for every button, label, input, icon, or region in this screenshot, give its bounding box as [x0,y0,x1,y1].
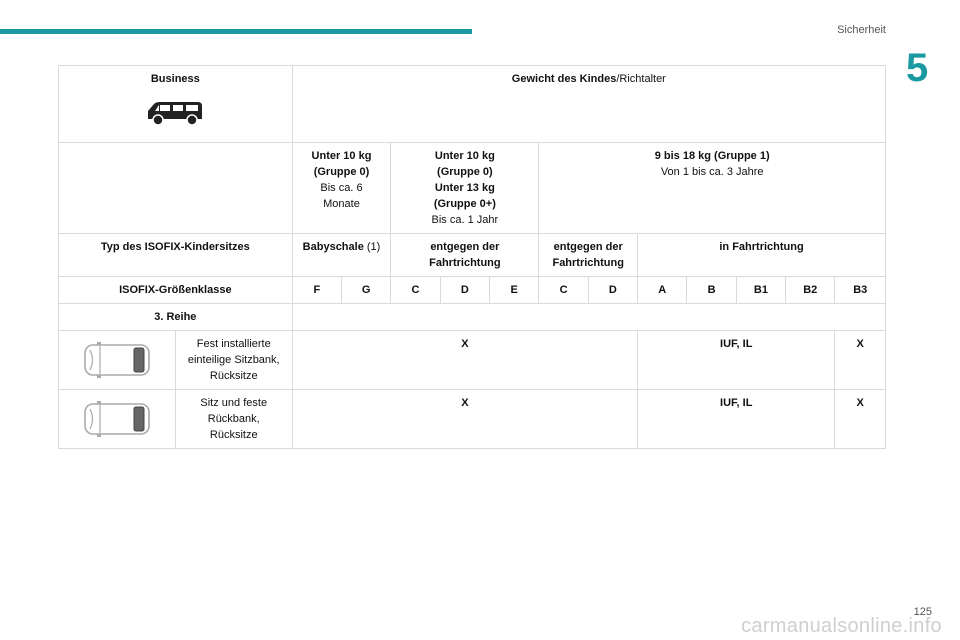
seat-icon-cell [59,331,176,390]
seat-desc-line: Rückbank, [207,413,260,425]
size-class-cell: B [687,277,736,304]
row-3-label: 3. Reihe [59,304,293,331]
watermark: carmanualsonline.info [741,615,942,637]
group0plus-age: Bis ca. 1 Jahr [431,214,499,226]
size-class-cell: D [588,277,637,304]
size-class-cell: E [490,277,539,304]
weight-header [292,66,885,143]
babyschale-cell [292,234,391,277]
business-label: Business [150,73,200,85]
size-class-cell: A [638,277,687,304]
seat-icon-cell [59,390,176,449]
weight-groups-row [59,143,886,234]
size-class-cell: D [440,277,489,304]
babyschale-label: Babyschale [302,241,364,253]
van-topview-icon [82,401,152,437]
seat-desc-line: einteilige Sitzbank, [187,354,280,366]
weight-label-bold: Gewicht des Kindes [511,73,617,85]
group0-group: (Gruppe 0) [313,166,370,178]
size-class-cell: G [342,277,391,304]
top-accent-bar [0,29,472,34]
size-class-cell: B1 [736,277,785,304]
forward-value: IUF, IL [638,331,835,390]
seat-row [59,331,886,390]
size-class-row [59,277,886,304]
row-heading [59,304,886,331]
group0plus-weight: Unter 13 kg [434,182,495,194]
size-class-label: ISOFIX-Größenklasse [59,277,293,304]
b3-value: X [835,331,886,390]
section-title: Sicherheit [837,24,886,36]
group0-group: (Gruppe 0) [437,166,493,178]
seat-row [59,390,886,449]
group0plus-group: (Gruppe 0+) [433,198,496,210]
seat-desc-line: Fest installierte [196,338,271,350]
chapter-number: 5 [906,46,929,90]
rearward-line2: Fahrtrichtung [429,257,501,269]
minivan-icon [144,96,206,126]
size-class-cell: C [391,277,440,304]
group0-cell-1 [292,143,391,234]
size-class-cell: F [292,277,341,304]
empty-cell [292,304,885,331]
b3-value: X [835,390,886,449]
seat-desc-line: Sitz und feste [200,397,268,409]
rearward-cell-1 [391,234,539,277]
seat-type-row [59,234,886,277]
group0-age: Bis ca. 6 [320,182,363,194]
weight-label-rest: /Richtalter [616,73,666,85]
size-class-cell: B2 [786,277,835,304]
group1-weight: 9 bis 18 kg (Gruppe 1) [654,150,770,162]
size-class-cell: B3 [835,277,886,304]
rearward-line1: entgegen der [553,241,623,253]
business-cell [59,66,293,143]
group1-cell [539,143,886,234]
size-class-cell: C [539,277,588,304]
forward-value: IUF, IL [638,390,835,449]
seat-description [175,331,292,390]
group0-weight: Unter 10 kg [311,150,372,162]
van-topview-icon [82,342,152,378]
group0-age-unit: Monate [323,198,360,210]
group0-cell-2 [391,143,539,234]
isofix-table [58,65,886,449]
group0-weight: Unter 10 kg [434,150,495,162]
rearward-cell-2 [539,234,638,277]
header-row [59,66,886,143]
group1-age: Von 1 bis ca. 3 Jahre [660,166,764,178]
forward-cell: in Fahrtrichtung [638,234,886,277]
rearward-value: X [292,331,637,390]
rearward-line1: entgegen der [430,241,500,253]
seat-description [175,390,292,449]
rearward-line2: Fahrtrichtung [552,257,624,269]
seat-desc-line: Rücksitze [209,429,258,441]
rearward-value: X [292,390,637,449]
babyschale-note: (1) [363,241,381,253]
seat-desc-line: Rücksitze [209,370,258,382]
seat-type-label: Typ des ISOFIX-Kindersitzes [59,234,293,277]
empty-cell [59,143,293,234]
page-number: 125 [913,606,932,618]
